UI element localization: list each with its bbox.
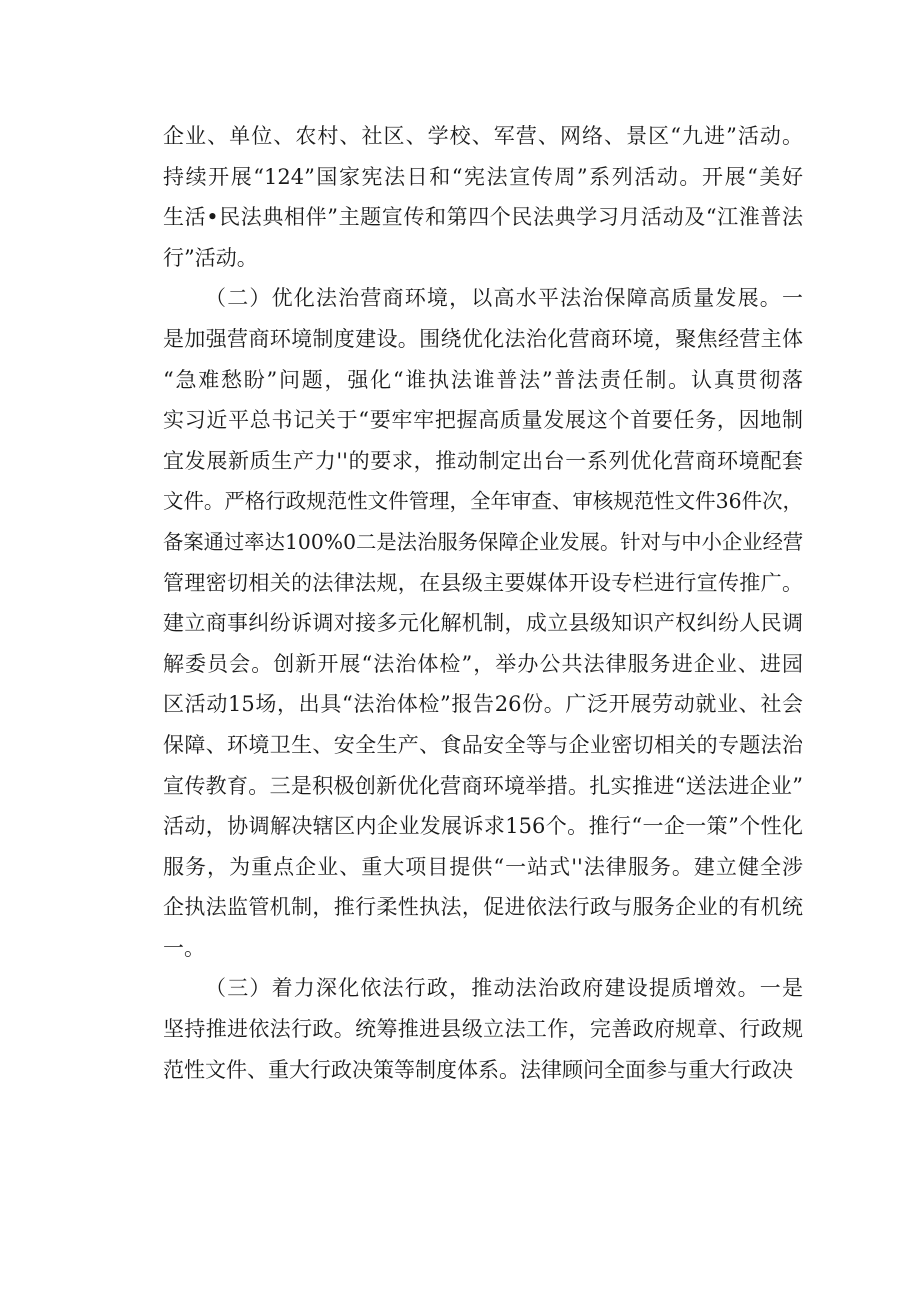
- text-line: 解委员会。创新开展“法治体检”，举办公共法律服务进企业、进园: [163, 651, 803, 676]
- text-line: 范性文件、重大行政决策等制度体系。法律顾问全面参与重大行政决: [163, 1057, 793, 1082]
- text-line: 持续开展“124”国家宪法日和“宪法宣传周”系列活动。开展“美好: [163, 164, 803, 189]
- text-line: 文件。严格行政规范性文件管理，全年审查、审核规范性文件36件次，: [163, 489, 803, 514]
- text-line: 保障、环境卫生、安全生产、食品安全等与企业密切相关的专题法治: [163, 732, 803, 757]
- text-line: 管理密切相关的法律法规，在县级主要媒体开设专栏进行宣传推广。: [163, 570, 803, 595]
- text-line: 活动，协调解决辖区内企业发展诉求156个。推行“一企一策”个性化: [163, 814, 803, 839]
- text-line: 实习近平总书记关于“要牢牢把握高质量发展这个首要任务，因地制: [163, 408, 803, 433]
- text-line: “急难愁盼”问题，强化“谁执法谁普法”普法责任制。认真贯彻落: [163, 367, 803, 392]
- document-body: [163, 116, 803, 1090]
- text-line: 一。: [163, 935, 205, 960]
- text-line: （三）着力深化依法行政，推动法治政府建设提质增效。一是: [205, 976, 803, 1001]
- text-line: 宣传教育。三是积极创新优化营商环境举措。扎实推进“送法进企业”: [163, 773, 803, 798]
- text-line: 是加强营商环境制度建设。围绕优化法治化营商环境，聚焦经营主体: [163, 326, 803, 351]
- text-line: 备案通过率达100%0二是法治服务保障企业发展。针对与中小企业经营: [163, 529, 804, 554]
- text-line: 企业、单位、农村、社区、学校、军营、网络、景区“九进”活动。: [163, 124, 803, 148]
- paragraph: [163, 116, 803, 278]
- text-line: 生活•民法典相伴”主题宣传和第四个民法典学习月活动及“江淮普法: [163, 205, 803, 230]
- text-line: （二）优化法治营商环境，以高水平法治保障高质量发展。一: [205, 286, 803, 311]
- paragraph: [163, 278, 803, 968]
- text-line: 建立商事纠纷诉调对接多元化解机制，成立县级知识产权纠纷人民调: [163, 611, 803, 636]
- text-line: 宜发展新质生产力''的要求，推动制定出台一系列优化营商环境配套: [163, 448, 803, 473]
- text-line: 服务，为重点企业、重大项目提供“一站式''法律服务。建立健全涉: [163, 854, 803, 879]
- text-line: 行”活动。: [163, 245, 258, 270]
- text-line: 企执法监管机制，推行柔性执法，促进依法行政与服务企业的有机统: [163, 895, 803, 920]
- paragraph: [163, 968, 803, 1090]
- text-line: 坚持推进依法行政。统筹推进县级立法工作，完善政府规章、行政规: [163, 1017, 803, 1042]
- text-line: 区活动15场，出具“法治体检”报告26份。广泛开展劳动就业、社会: [163, 692, 803, 717]
